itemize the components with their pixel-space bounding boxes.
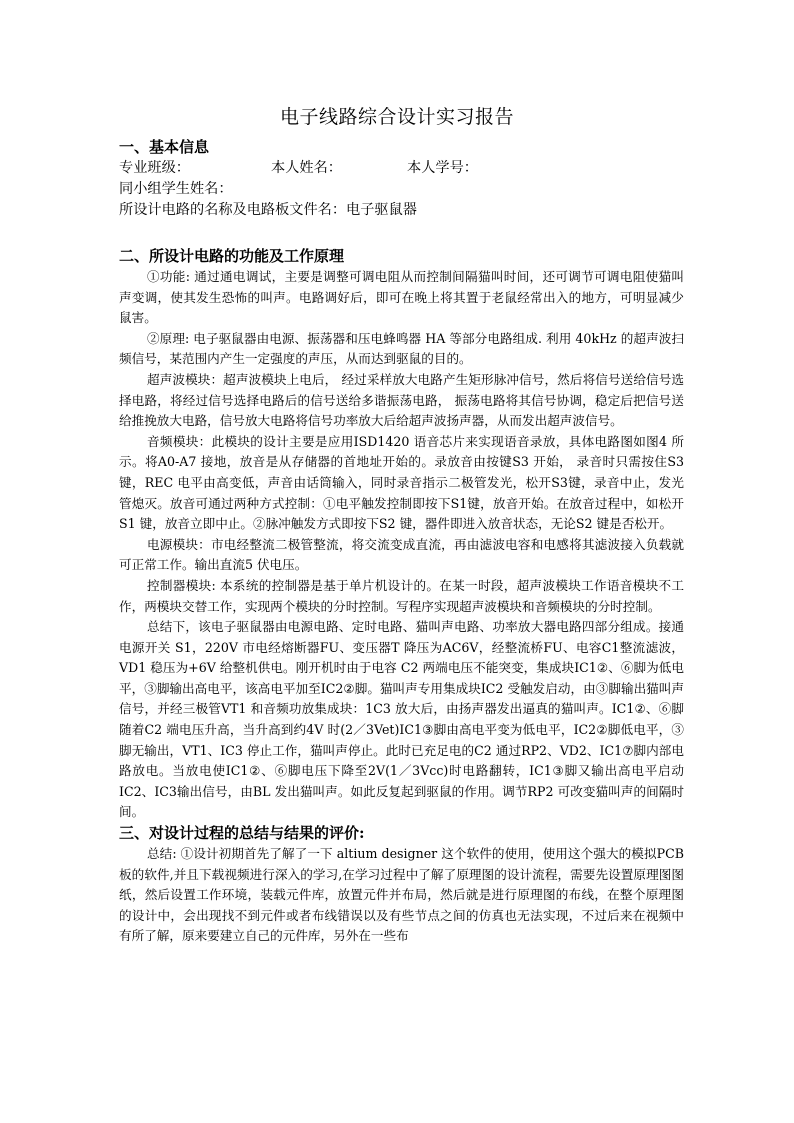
summary-paragraph: 总结下，该电子驱鼠器由电源电路、定时电路、猫叫声电路、功率放大器电路四部分组成。接通电源开关 S1，220V 市电经熔断器FU、变压器T 降压为AC6V，经整流桥FU、电容C1整流滤波，VD1 稳压为+6V 给整机供电。刚开机时由于电容 C2 两端电压不能突变，集成块IC1②、⑥脚为低电平，③脚输出高电平，该高电平加至IC2②脚。猫叫声专用集成块IC2 受触发启动，由③脚输出猫叫声信号，并经三极管VT1 和音频功放集成块：1C3 放大后，由扬声器发出逼真的猫叫声。IC1②、⑥脚随着C2 端电压升高，当升高到约4V 时(2／3Vet)IC1③脚由高电平变为低电平，IC2②脚低电平，③脚无输出，VT1、IC3 停止工作，猫叫声停止。此时已充足电的C2 通过RP2、VD2、IC1⑦脚内部电路放电。当放电使IC1②、⑥脚电压下降至2V(1／3Vcc)时电路翻转，IC1③脚又输出高电平启动IC2、IC3输出信号，由BL 发出猫叫声。如此反复起到驱鼠的作用。调节RP2 可改变猫叫声的间隔时间。 — [119, 619, 684, 820]
document-title: 电子线路综合设计实习报告 — [279, 106, 514, 128]
section-1-heading: 一、基本信息 — [119, 138, 210, 156]
section-3-heading: 三、对设计过程的总结与结果的评价: — [119, 824, 365, 843]
controller-module-paragraph: 控制器模块: 本系统的控制器是基于单片机设计的。在某一时段，超声波模块工作语音模块不工作，两模块交替工作，实现两个模块的分时控制。写程序实现超声波模块和音频模块的分时控制。 — [119, 577, 684, 614]
section-2-heading: 二、所设计电路的功能及工作原理 — [119, 247, 345, 265]
audio-module-paragraph: 音频模块：此模块的设计主要是应用ISD1420 语音芯片来实现语音录放，具体电路图如图4 所示。将A0-A7 接地，放音是从存储器的首地址开始的。录放音由按键S3 开始， 录音时只需按住S3 键，REC 电平由高变低，声音由话筒输入，同时录音指示二极管发光，松开S3键，录音中止，发光管熄灭。放音可通过两种方式控制：①电平触发控制即按下S1键，放音开始。在放音过程中，如松开S1 键，放音立即中止。②脉冲触发方式即按下S2 键，器件即进入放音状态，无论S2 键是否松开。 — [119, 433, 684, 532]
name-label: 本人姓名： — [271, 160, 342, 176]
group-members-label: 同小组学生姓名： — [119, 181, 233, 197]
circuit-name-line: 所设计电路的名称及电路板文件名：电子驱鼠器 — [119, 202, 417, 218]
info-row-class-name-id — [119, 158, 684, 179]
evaluation-paragraph: 总结: ①设计初期首先了解了一下 altium designer 这个软件的使用，使用这个强大的模拟PCB板的软件,并且下载视频进行深入的学习,在学习过程中了解了原理图的设计流程，需要先设置原理图图纸，然后设置工作环境，装载元件库，放置元件并布局，然后就是进行原理图的布线，在整个原理图的设计中，会出现找不到元件或者布线错误以及有些节点之间的仿真也无法实现，不过后来在视频中有所了解，原来要建立自己的元件库，另外在一些布 — [119, 846, 684, 944]
class-label: 专业班级： — [119, 160, 190, 176]
function-paragraph: ①功能: 通过通电调试，主要是调整可调电阻从而控制间隔猫叫时间，还可调节可调电阻使猫叫声变调，使其发生恐怖的叫声。电路调好后，即可在晚上将其置于老鼠经常出入的地方，可明显减少鼠害。 — [119, 269, 684, 326]
power-module-paragraph: 电源模块：市电经整流二极管整流，将交流变成直流，再由滤波电容和电感将其滤波接入负载就可正常工作。输出直流5 伏电压。 — [119, 536, 684, 573]
student-id-label: 本人学号： — [407, 160, 478, 176]
principle-paragraph: ②原理: 电子驱鼠器由电源、振荡器和压电蜂鸣器 HA 等部分电路组成. 利用 40kHz 的超声波扫频信号，某范围内产生一定强度的声压，从而达到驱鼠的目的。 — [119, 330, 684, 367]
report-body — [119, 137, 684, 947]
ultrasonic-module-paragraph: 超声波模块：超声波模块上电后， 经过采样放大电路产生矩形脉冲信号，然后将信号送给信号选择电路，将经过信号选择电路后的信号送给多谐振荡电路， 振荡电路将其信号协调，稳定后把信号送给推挽放大电路，信号放大电路将信号功率放大后给超声波扬声器，从而发出超声波信号。 — [119, 371, 684, 429]
